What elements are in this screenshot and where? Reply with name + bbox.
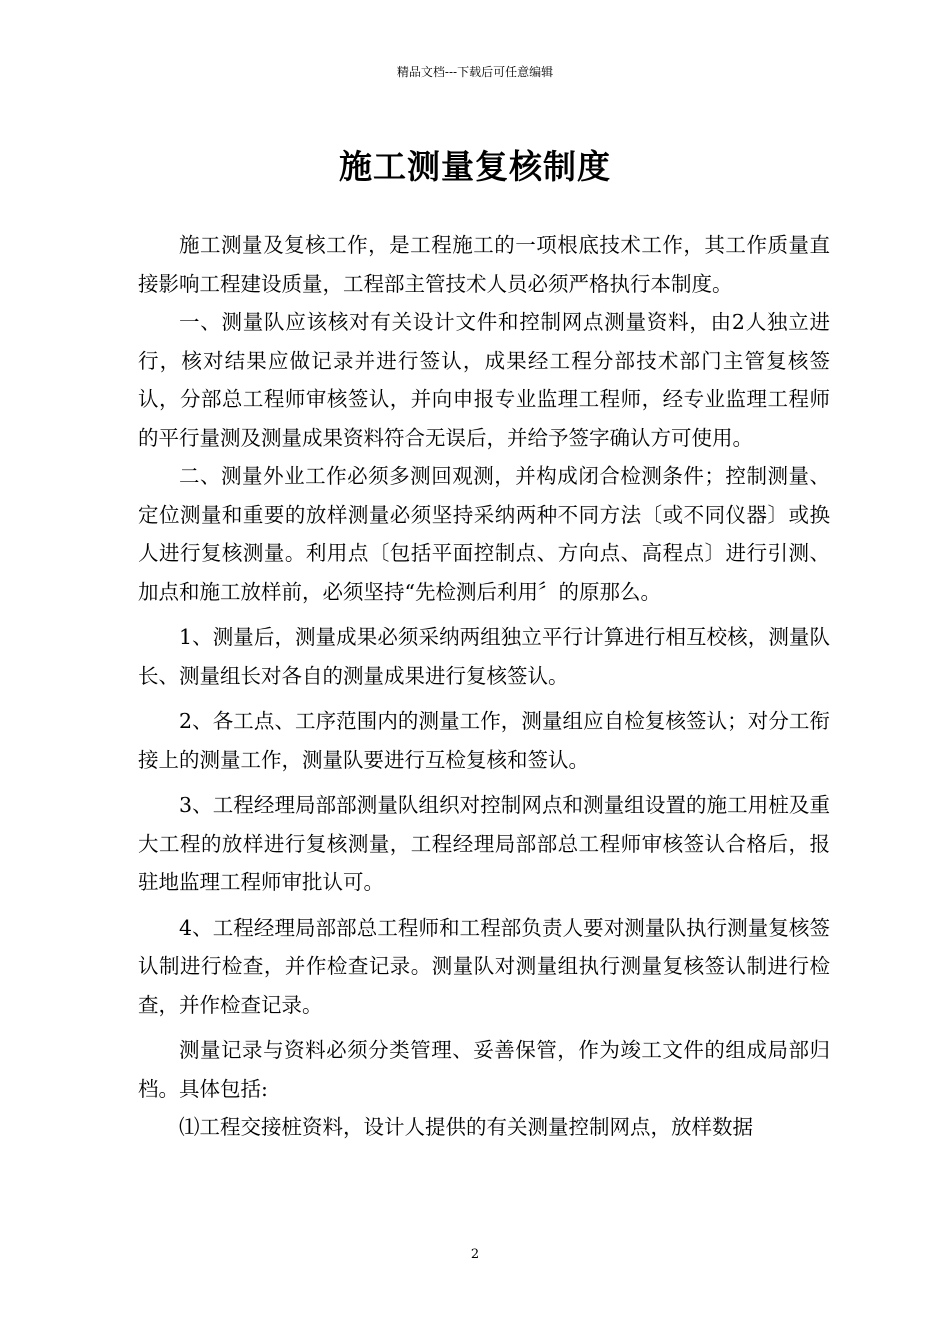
paragraph-item-2: 2、各工点、工序范围内的测量工作，测量组应自检复核签认；对分工衔接上的测量工作，测量队要进行互检复核和签认。: [138, 709, 830, 772]
page-number: 2: [470, 1247, 480, 1262]
paragraph-section-1: 一、测量队应该核对有关设计文件和控制网点测量资料，由2人独立进行，核对结果应做记录并进行签认，成果经工程分部技术部门主管复核签认，分部总工程师审核签认，并向申报专业监理工程师，经专业监理工程师的平行量测及测量成果资料符合无误后，并给予签字确认方可使用。: [138, 310, 830, 450]
page-header: 精品文档---下载后可任意编辑: [396, 65, 554, 79]
paragraph-section-2: 二、测量外业工作必须多测回观测，并构成闭合检测条件；控制测量、定位测量和重要的放样测量必须坚持采纳两种不同方法〔或不同仪器〕或换人进行复核测量。利用点〔包括平面控制点、方向点、高程点〕进行引测、加点和施工放样前，必须坚持“先检测后利用〞的原那么。: [138, 464, 830, 604]
paragraph-item-1: 1、测量后，测量成果必须采纳两组独立平行计算进行相互校核，测量队长、测量组长对各自的测量成果进行复核签认。: [138, 625, 830, 688]
document-title: 施工测量复核制度: [339, 147, 611, 186]
paragraph-item-3: 3、工程经理局部部测量队组织对控制网点和测量组设置的施工用桩及重大工程的放样进行复核测量，工程经理局部部总工程师审核签认合格后，报驻地监理工程师审批认可。: [138, 793, 830, 894]
document-body: [138, 226, 830, 1147]
paragraph-intro: 施工测量及复核工作，是工程施工的一项根底技术工作，其工作质量直接影响工程建设质量，工程部主管技术人员必须严格执行本制度。: [138, 233, 830, 296]
paragraph-records-item-1: ⑴工程交接桩资料，设计人提供的有关测量控制网点，放样数据: [179, 1115, 753, 1139]
paragraph-records: 测量记录与资料必须分类管理、妥善保管，作为竣工文件的组成局部归档。具体包括:: [138, 1038, 830, 1101]
paragraph-item-4: 4、工程经理局部部总工程师和工程部负责人要对测量队执行测量复核签认制进行检查，并作检查记录。测量队对测量组执行测量复核签认制进行检查，并作检查记录。: [138, 915, 830, 1017]
